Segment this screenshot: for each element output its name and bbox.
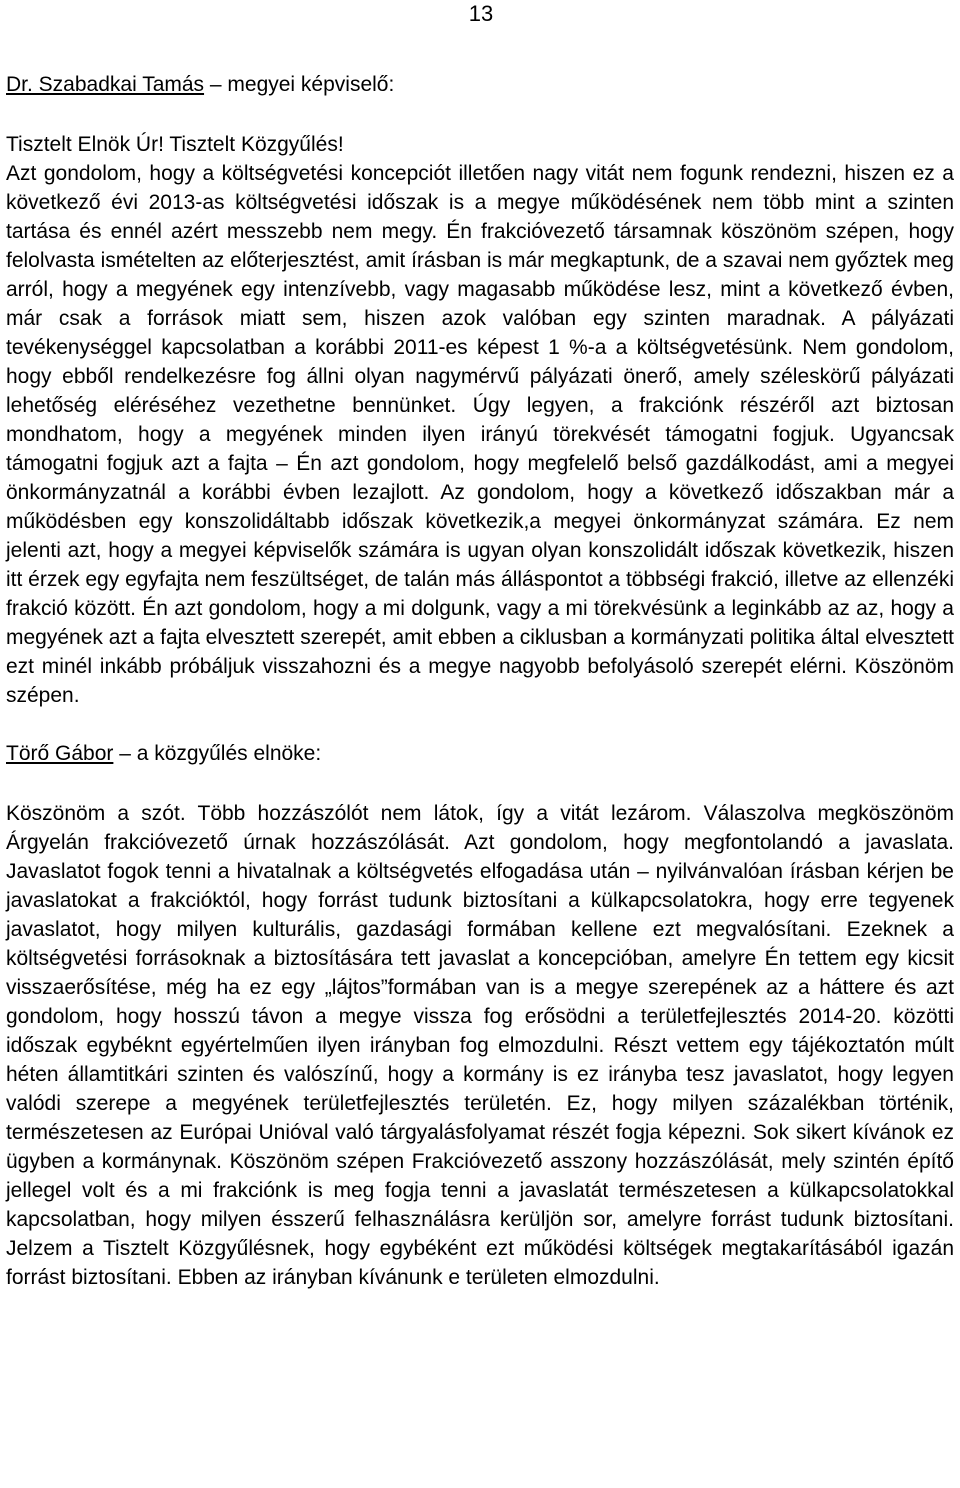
speaker-role: – a közgyűlés elnöke: bbox=[113, 742, 322, 765]
speaker-heading bbox=[6, 739, 954, 768]
greeting: Tisztelt Elnök Úr! Tisztelt Közgyűlés! bbox=[6, 133, 344, 156]
speaker-name: Törő Gábor bbox=[6, 742, 114, 765]
speaker-role: – megyei képviselő: bbox=[204, 73, 395, 96]
speaker-heading bbox=[6, 70, 954, 99]
speech-paragraph: Köszönöm a szót. Több hozzászólót nem látok, így a vitát lezárom. Válaszolva megköszönöm Árgyelán frakcióvezető úrnak hozzászólását. Azt gondolom, hogy megfontolandó a javaslata. Javaslatot fogok tenni a hivatalnak a költségvetés elfogadása után – nyilvánvalóan írásban kérjen be javaslatokat a frakcióktól, hogy forrást tudunk biztosítani a külkapcsolatokra, hogy erre tegyenek javaslatot, hogy milyen kulturális, gazdasági formában kellene ezt megvalósítani. Ezeknek a költségvetési forrásoknak a biztosítására tett javaslat a koncepcióban, amelyre Én tettem egy kicsit visszaerősítése, még ha ez egy „lájtos”formában van is a megye szerepének az a háttere és azt gondolom, hogy hosszú távon a megye vissza fog erősödni a területfejlesztés 2014-20. közötti időszak egybéknt egyértelműen ilyen irányban fog elmozdulni. Részt vettem egy tájékoztatón múlt héten államtitkári szinten és valószínű, hogy a kormány is ez irányba tesz javaslatot, hogy legyen valódi szerepe a megyének területfejlesztés területén. Ez, hogy milyen százalékban történik, természetesen az Európai Unióval való tárgyalásfolyamat részét fogja képezni. Sok sikert kívánok ez ügyben a kormánynak. Köszönöm szépen Frakcióvezető asszony hozzászólását, mely szintén építő jellegel volt és a mi frakciónk is meg fogja tenni a javaslatát természetesen a külkapcsolatokkal kapcsolatban, hogy milyen ésszerű felhasználásra kerüljön sor, amelyre forrást tudunk biztosítani. Jelzem a Tisztelt Közgyűlésnek, hogy egybéként ezt működési költségek megtakarításából igazán forrást biztosítani. Ebben az irányban kívánunk e területen elmozdulni. bbox=[6, 802, 954, 1289]
document-body bbox=[6, 70, 954, 1292]
speech-paragraph: Azt gondolom, hogy a költségvetési koncepciót illetően nagy vitát nem fogunk rendezni, hiszen ez a következő évi 2013-as költségvetési időszak is a megye működésének nem több mint a szinten tartása és ennél azért messzebb nem megy. Én frakcióvezető társamnak köszönöm szépen, hogy felolvasta ismételten az előterjesztést, amit írásban is már megkaptunk, de a szavai nem győztek meg arról, hogy a megyének egy intenzívebb, vagy magasabb működése lesz, mint a következő évben, már csak a források miatt sem, hiszen azok valóban egy szinten maradnak. A pályázati tevékenységgel kapcsolatban a korábbi 2011-es képest 1 %-a a költségvetésünk. Nem gondolom, hogy ebből rendelkezésre fog állni olyan nagymérvű pályázati önerő, amely széleskörű pályázati lehetőség eléréséhez vezethetne bennünket. Úgy legyen, a frakciónk részéről azt biztosan mondhatom, hogy a megyének minden ilyen irányú törekvését támogatni fogjuk. Ugyancsak támogatni fogjuk azt a fajta – Én azt gondolom, hogy megfelelő belső gazdálkodást, ami a megyei önkormányzatnál a korábbi évben lezajlott. Az gondolom, hogy a következő időszakban már a működésben egy konszolidáltabb időszak következik,a megyei önkormányzat számára. Ez nem jelenti azt, hogy a megyei képviselők számára is ugyan olyan konszolidált időszak következik, hiszen itt érzek egy egyfajta nem feszültséget, de talán más álláspontot a többségi frakció, illetve az ellenzéki frakció között. Én azt gondolom, hogy a mi dolgunk, vagy a mi törekvésünk a leginkább az az, hogy a megyének azt a fajta elvesztett szerepét, amit ebben a ciklusban a kormányzati politika által elvesztett ezt minél inkább próbáljuk visszahozni és a megye nagyobb befolyásoló szerepét elérni. Köszönöm szépen. bbox=[6, 162, 954, 707]
speaker-name: Dr. Szabadkai Tamás bbox=[6, 73, 205, 96]
page-number: 13 bbox=[468, 1, 494, 26]
